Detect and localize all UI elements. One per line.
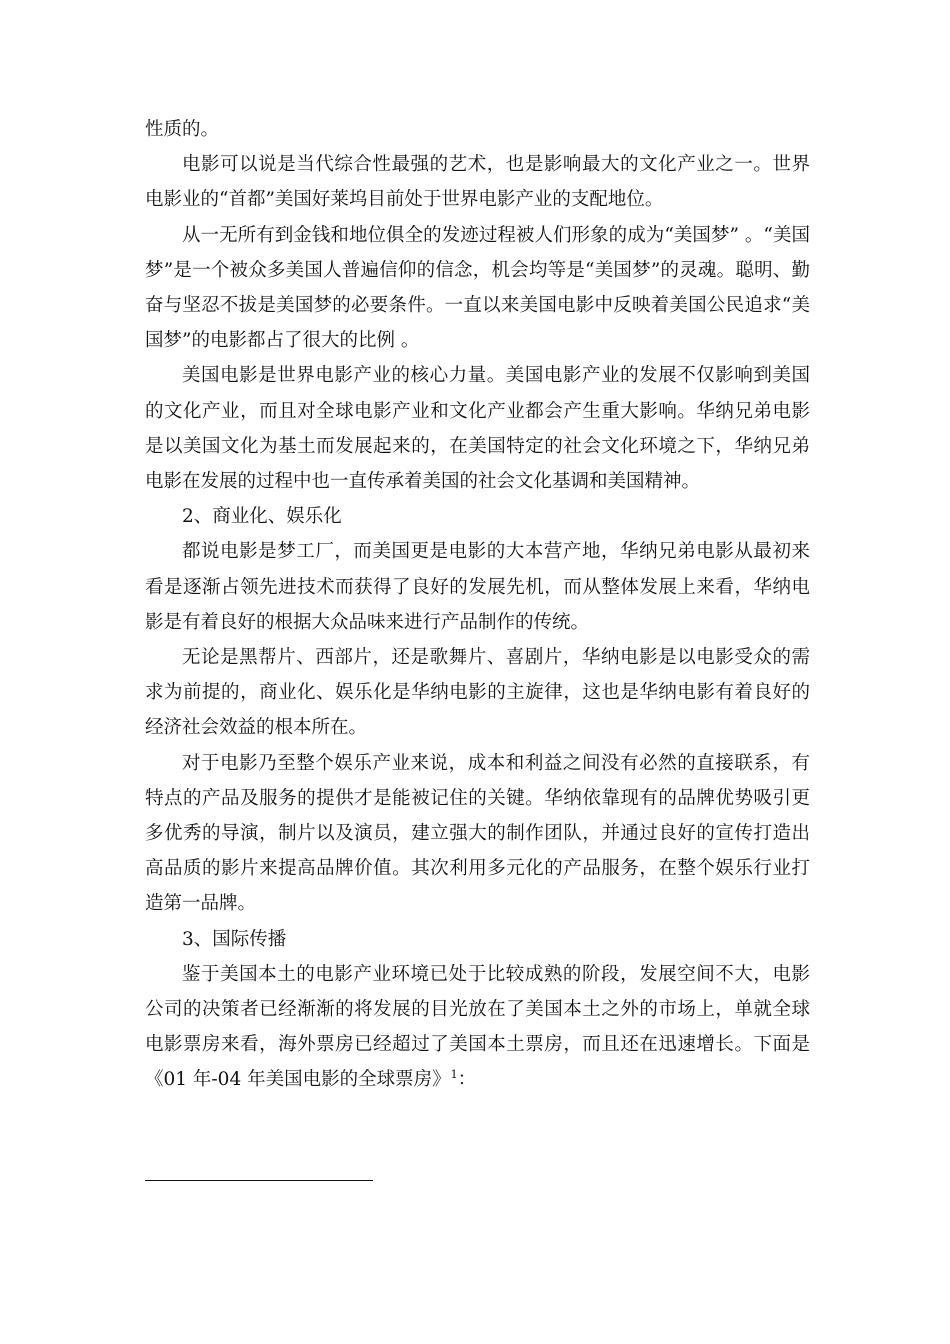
section-heading-commercialization: 2、商业化、娱乐化	[182, 506, 342, 528]
paragraph-dream-factory: 都说电影是梦工厂，而美国更是电影的大本营产地，华纳兄弟电影从最初来看是逐渐占领先进技术而获得了良好的发展先机，而从整体发展上来看，华纳电影是有着良好的根据大众品味来进行产品制作的传统。	[145, 541, 810, 633]
paragraph-overseas-box-office	[145, 957, 810, 1098]
body-text	[145, 112, 810, 1098]
paragraph-brand: 对于电影乃至整个娱乐产业来说，成本和利益之间没有必然的直接联系，有特点的产品及服务的提供才是能被记住的关键。华纳依靠现有的品牌优势吸引更多优秀的导演，制片以及演员，建立强大的制作团队，并通过良好的宣传打造出高品质的影片来提高品牌价值。其次利用多元化的产品服务，在整个娱乐行业打造第一品牌。	[145, 752, 810, 915]
paragraph-film-industry: 电影可以说是当代综合性最强的艺术，也是影响最大的文化产业之一。世界电影业的“首都”美国好莱坞目前处于世界电影产业的支配地位。	[145, 154, 810, 211]
trailing-colon: ：	[457, 1069, 477, 1091]
footnote-reference[interactable]: 1	[450, 1068, 458, 1082]
paragraph-continuation: 性质的。	[145, 119, 220, 140]
section-heading-international: 3、国际传播	[182, 928, 287, 950]
footnote-separator	[145, 1180, 373, 1181]
paragraph-genres: 无论是黑帮片、西部片，还是歌舞片、喜剧片，华纳电影是以电影受众的需求为前提的，商业化、娱乐化是华纳电影的主旋律，这也是华纳电影有着良好的经济社会效益的根本所在。	[145, 647, 810, 739]
paragraph-american-dream: 从一无所有到金钱和地位俱全的发迹过程被人们形象的成为“美国梦” 。“美国梦”是一个被众多美国人普遍信仰的信念，机会均等是“美国梦”的灵魂。聪明、勤奋与坚忍不拔是美国梦的必要条件。一直以来美国电影中反映着美国公民追求“美国梦”的电影都占了很大的比例 。	[145, 224, 810, 352]
paragraph-core-force: 美国电影是世界电影产业的核心力量。美国电影产业的发展不仅影响到美国的文化产业，而且对全球电影产业和文化产业都会产生重大影响。华纳兄弟电影是以美国文化为基土而发展起来的，在美国特定的社会文化环境之下，华纳兄弟电影在发展的过程中也一直传承着美国的社会文化基调和美国精神。	[145, 365, 810, 493]
paragraph-overseas-text: 鉴于美国本土的电影产业环境已处于比较成熟的阶段，发展空间不大，电影公司的决策者已经渐渐的将发展的目光放在了美国本土之外的市场上，单就全球电影票房来看，海外票房已经超过了美国本土票房，而且还在迅速增长。下面是《01 年-04 年美国电影的全球票房》	[145, 963, 810, 1091]
